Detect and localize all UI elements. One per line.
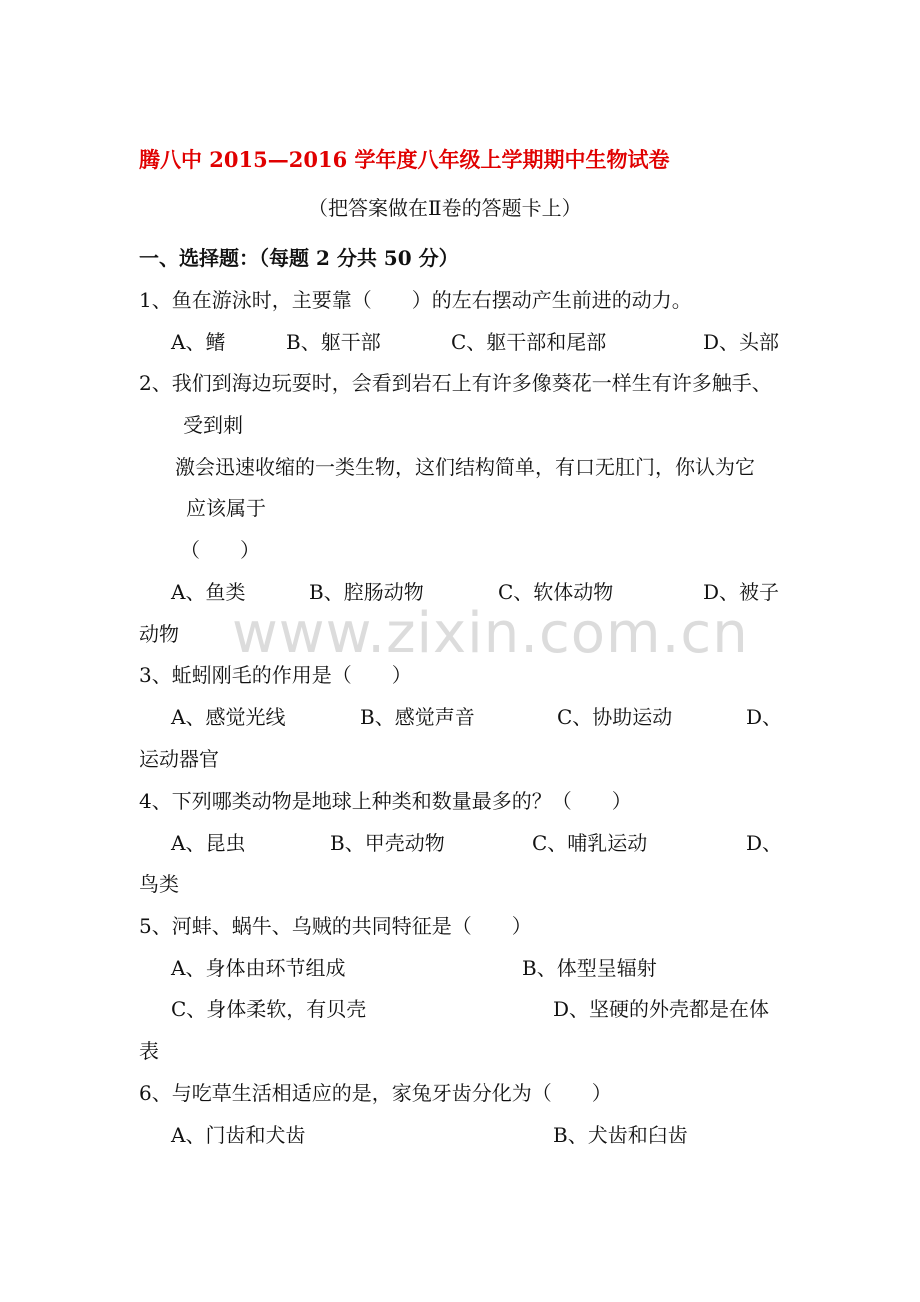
question-3-option-d-wrap: 运动器官 (139, 747, 219, 771)
question-5-option-b: B、体型呈辐射 (522, 956, 657, 980)
question-6-option-a: A、门齿和犬齿 (171, 1123, 306, 1147)
question-5-option-d: D、坚硬的外壳都是在体 (553, 997, 770, 1021)
question-2-option-d: D、被子 (703, 580, 780, 604)
question-4-option-c: C、哺乳运动 (532, 831, 648, 855)
question-3-option-a: A、感觉光线 (171, 705, 286, 729)
section-heading: 一、选择题：（每题 2 分共 50 分） (139, 246, 459, 270)
question-4-option-d: D、 (746, 831, 783, 855)
question-2-stem-line: 受到刺 (183, 413, 243, 437)
question-5-stem: 5、河蚌、蜗牛、乌贼的共同特征是（ ） (139, 914, 532, 938)
question-6-stem: 6、与吃草生活相适应的是，家兔牙齿分化为（ ） (139, 1081, 612, 1105)
question-1-stem: 1、鱼在游泳时，主要靠（ ）的左右摆动产生前进的动力。 (139, 288, 692, 312)
question-1-option-d: D、头部 (703, 330, 780, 354)
question-2-stem-line: 应该属于 (186, 496, 266, 520)
question-2-option-c: C、软体动物 (498, 580, 614, 604)
question-5-option-c: C、身体柔软，有贝壳 (171, 997, 367, 1021)
question-1-option-b: B、躯干部 (286, 330, 381, 354)
question-2-option-a: A、鱼类 (171, 580, 246, 604)
question-4-option-a: A、昆虫 (171, 831, 246, 855)
question-2-answer-blank: （ ） (180, 538, 260, 562)
question-2-stem-line: 激会迅速收缩的一类生物，这们结构简单，有口无肛门，你认为它 (175, 455, 755, 479)
question-4-option-d-wrap: 鸟类 (139, 872, 179, 896)
question-3-option-c: C、协助运动 (557, 705, 673, 729)
question-6-option-b: B、犬齿和臼齿 (553, 1123, 688, 1147)
question-1-option-c: C、躯干部和尾部 (451, 330, 607, 354)
question-4-option-b: B、甲壳动物 (330, 831, 445, 855)
question-2-stem-line: 2、我们到海边玩耍时，会看到岩石上有许多像葵花一样生有许多触手、 (139, 371, 772, 395)
site-watermark: www.zixin.com.cn (232, 601, 749, 666)
question-5-option-d-wrap: 表 (139, 1039, 159, 1063)
question-5-option-a: A、身体由环节组成 (171, 956, 346, 980)
question-4-stem: 4、下列哪类动物是地球上种类和数量最多的？（ ） (139, 789, 632, 813)
question-2-option-b: B、腔肠动物 (309, 580, 424, 604)
question-1-option-a: A、鳍 (171, 330, 226, 354)
question-3-stem: 3、蚯蚓刚毛的作用是（ ） (139, 663, 412, 687)
exam-title: 腾八中 2015—2016 学年度八年级上学期期中生物试卷 (139, 147, 670, 172)
exam-instruction: （把答案做在Ⅱ卷的答题卡上） (308, 196, 582, 220)
question-3-option-d: D、 (746, 705, 783, 729)
question-3-option-b: B、感觉声音 (360, 705, 475, 729)
question-2-option-d-wrap: 动物 (139, 622, 179, 646)
